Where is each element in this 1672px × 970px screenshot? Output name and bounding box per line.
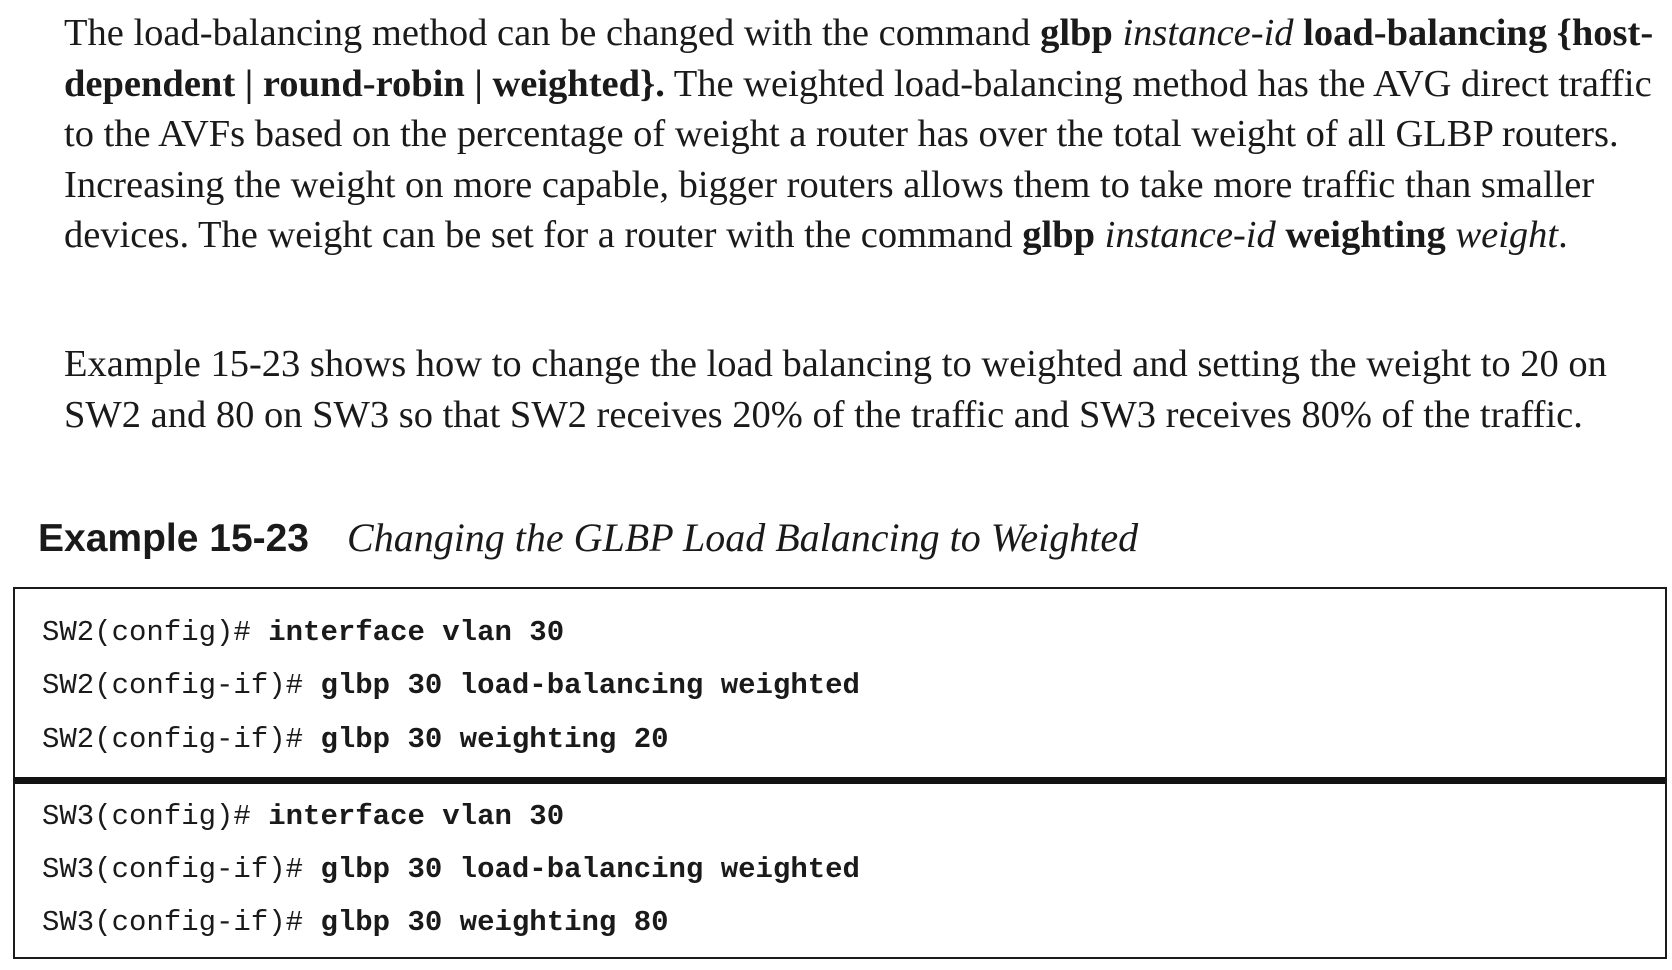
- example-caption: Changing the GLBP Load Balancing to Weighted: [347, 515, 1139, 560]
- cli-prompt: SW3(config-if)#: [42, 853, 321, 886]
- code-example-box: [13, 587, 1667, 959]
- command-argument-instance-id: instance-id: [1104, 214, 1276, 256]
- cli-command: glbp 30 load-balancing weighted: [320, 853, 860, 886]
- text-run: .: [1558, 214, 1568, 256]
- cli-command: interface vlan 30: [268, 800, 565, 833]
- command-argument-instance-id: instance-id: [1122, 12, 1294, 54]
- cli-prompt: SW3(config-if)#: [42, 906, 321, 939]
- text-run: [1547, 12, 1557, 54]
- text-run: The weighted load-balancing method has the AVG direct traffic to the AVFs based on the percentage of weight a router has over the total weight of all GLBP routers. Increasing the weight on more capable, bigger routers allows them to take more traffic than smaller devices. The weight can be set for a router with the command: [64, 62, 1652, 256]
- example-heading: [38, 511, 1138, 565]
- text-run: [1294, 12, 1304, 54]
- text-run: [1276, 214, 1286, 256]
- code-line: [42, 799, 564, 835]
- cli-command: glbp 30 weighting 20: [320, 723, 669, 756]
- body-paragraph-example-intro: Example 15-23 shows how to change the load balancing to weighted and setting the weight to 20 on SW2 and 80 on SW3 so that SW2 receives 20% of the traffic and SW3 receives 80% of the traffic.: [64, 343, 1607, 436]
- code-block-sw3: [15, 784, 1665, 957]
- command-keyword-glbp: glbp: [1022, 214, 1096, 256]
- code-block-divider: [15, 777, 1665, 784]
- cli-prompt: SW2(config)#: [42, 616, 269, 649]
- command-keyword-load-balancing: load-balancing: [1303, 12, 1548, 54]
- code-line: [42, 852, 860, 888]
- code-line: [42, 615, 564, 651]
- text-run: [1095, 214, 1105, 256]
- cli-prompt: SW3(config)#: [42, 800, 269, 833]
- text-run: [1446, 214, 1456, 256]
- body-paragraph-load-balancing: [64, 8, 1664, 261]
- cli-command: interface vlan 30: [268, 616, 565, 649]
- cli-command: glbp 30 weighting 80: [320, 906, 669, 939]
- cli-prompt: SW2(config-if)#: [42, 723, 321, 756]
- command-keyword-weighting: weighting: [1285, 214, 1446, 256]
- example-label: Example 15-23: [38, 517, 310, 560]
- code-line: [42, 722, 669, 758]
- text-run: The load-balancing method can be changed with the command: [64, 12, 1041, 54]
- code-line: [42, 905, 669, 941]
- cli-command: glbp 30 load-balancing weighted: [320, 669, 860, 702]
- cli-prompt: SW2(config-if)#: [42, 669, 321, 702]
- command-argument-weight: weight: [1455, 214, 1559, 256]
- code-line: [42, 668, 860, 704]
- command-options: {host-dependent | round-robin | weighted}.: [64, 12, 1654, 105]
- code-block-sw2: [15, 589, 1665, 779]
- command-keyword-glbp: glbp: [1040, 12, 1113, 54]
